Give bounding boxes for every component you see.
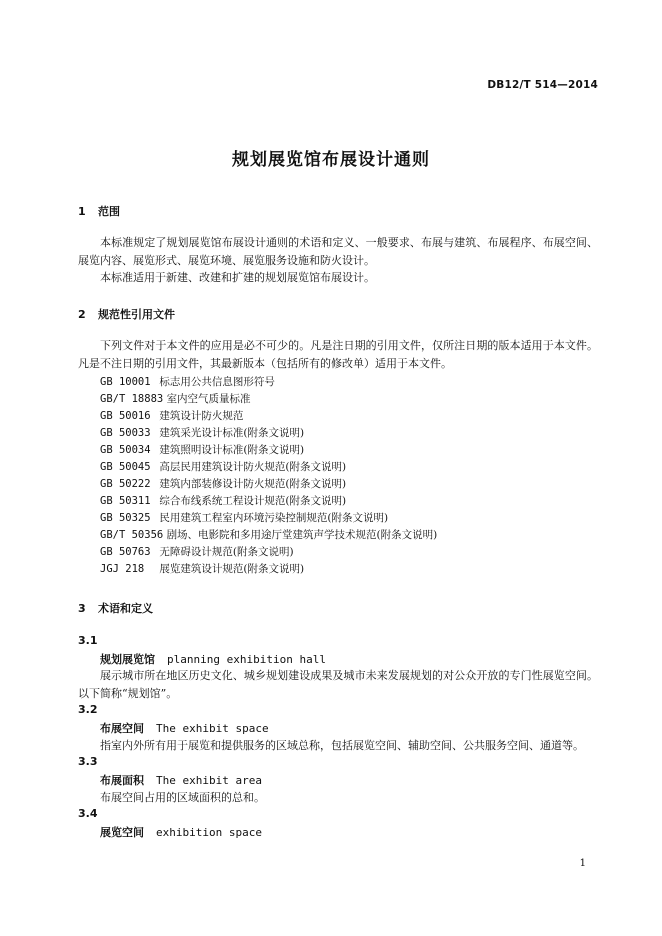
reference-code: GB 50311 — [100, 495, 151, 507]
section-title: 术语和定义 — [98, 602, 153, 615]
term-number: 3.2 — [78, 703, 98, 716]
reference-name: 建筑内部装修设计防火规范(附条文说明) — [159, 478, 347, 490]
reference-item — [100, 425, 304, 440]
reference-code: GB 50034 — [100, 444, 151, 456]
term-english: The exhibit space — [156, 722, 269, 735]
reference-item — [100, 561, 304, 576]
reference-code: GB 50325 — [100, 512, 151, 524]
reference-item — [100, 493, 346, 508]
reference-item — [100, 374, 275, 389]
reference-name: 剧场、电影院和多用途厅堂建筑声学技术规范(附条文说明) — [166, 529, 438, 541]
reference-item — [100, 408, 243, 423]
reference-name: 建筑采光设计标准(附条文说明) — [159, 427, 305, 439]
reference-code: GB 50222 — [100, 478, 151, 490]
page-number: 1 — [579, 858, 586, 869]
term-title — [100, 651, 326, 667]
term-chinese: 布展空间 — [100, 722, 144, 735]
reference-code: GB 50033 — [100, 427, 151, 439]
term-definition: 布展空间占用的区域面积的总和。 — [100, 791, 265, 804]
term-english: exhibition space — [156, 826, 262, 839]
reference-name: 标志用公共信息图形符号 — [159, 376, 275, 388]
reference-name: 建筑设计防火规范 — [159, 410, 244, 422]
reference-name: 展览建筑设计规范(附条文说明) — [159, 563, 305, 575]
reference-name: 民用建筑工程室内环境污染控制规范(附条文说明) — [159, 512, 389, 524]
section-title: 规范性引用文件 — [98, 308, 175, 321]
reference-code: GB/T 18883 — [100, 393, 164, 405]
section-3-heading — [78, 600, 153, 616]
section-2-heading — [78, 306, 175, 322]
reference-item — [100, 476, 346, 491]
section-title: 范围 — [98, 205, 120, 218]
term-number: 3.4 — [78, 807, 98, 820]
term-title — [100, 720, 269, 736]
document-number: DB12/T 514—2014 — [487, 79, 598, 91]
reference-code: GB 50016 — [100, 410, 151, 422]
reference-code: GB 50763 — [100, 546, 151, 558]
reference-code: GB 50045 — [100, 461, 151, 473]
term-number: 3.1 — [78, 634, 98, 647]
reference-code: GB/T 50356 — [100, 529, 164, 541]
reference-item — [100, 544, 294, 559]
reference-item — [100, 442, 304, 457]
reference-name: 综合布线系统工程设计规范(附条文说明) — [159, 495, 347, 507]
page-title: 规划展览馆布展设计通则 — [232, 150, 430, 170]
term-definition: 展示城市所在地区历史文化、城乡规划建设成果及城市未来发展规划的对公众开放的专门性展览空间。以下简称“规划馆”。 — [78, 669, 598, 700]
section-1-heading — [78, 203, 120, 219]
reference-name: 高层民用建筑设计防火规范(附条文说明) — [159, 461, 347, 473]
reference-code: GB 10001 — [100, 376, 151, 388]
section-1-paragraph-1: 本标准规定了规划展览馆布展设计通则的术语和定义、一般要求、布展与建筑、布展程序、布展空间、展览内容、展览形式、展览环境、展览服务设施和防火设计。 — [78, 236, 598, 267]
reference-item — [100, 527, 437, 542]
reference-item — [100, 510, 388, 525]
term-title — [100, 824, 262, 840]
reference-name: 建筑照明设计标准(附条文说明) — [159, 444, 305, 456]
section-number: 3 — [78, 602, 86, 615]
section-number: 2 — [78, 308, 86, 321]
section-1-paragraph-2: 本标准适用于新建、改建和扩建的规划展览馆布展设计。 — [100, 271, 375, 284]
term-chinese: 展览空间 — [100, 826, 144, 839]
term-english: planning exhibition hall — [167, 653, 326, 666]
reference-name: 无障碍设计规范(附条文说明) — [159, 546, 294, 558]
term-title — [100, 772, 262, 788]
reference-item — [100, 459, 346, 474]
term-number: 3.3 — [78, 755, 98, 768]
term-definition: 指室内外所有用于展览和提供服务的区域总称，包括展览空间、辅助空间、公共服务空间、通道等。 — [100, 739, 584, 752]
section-2-intro: 下列文件对于本文件的应用是必不可少的。凡是注日期的引用文件，仅所注日期的版本适用于本文件。凡是不注日期的引用文件，其最新版本（包括所有的修改单）适用于本文件。 — [78, 339, 598, 370]
reference-item — [100, 391, 251, 406]
reference-code: JGJ 218 — [100, 563, 145, 575]
term-chinese: 规划展览馆 — [100, 653, 155, 666]
section-number: 1 — [78, 205, 86, 218]
reference-name: 室内空气质量标准 — [166, 393, 251, 405]
term-english: The exhibit area — [156, 774, 262, 787]
term-chinese: 布展面积 — [100, 774, 144, 787]
